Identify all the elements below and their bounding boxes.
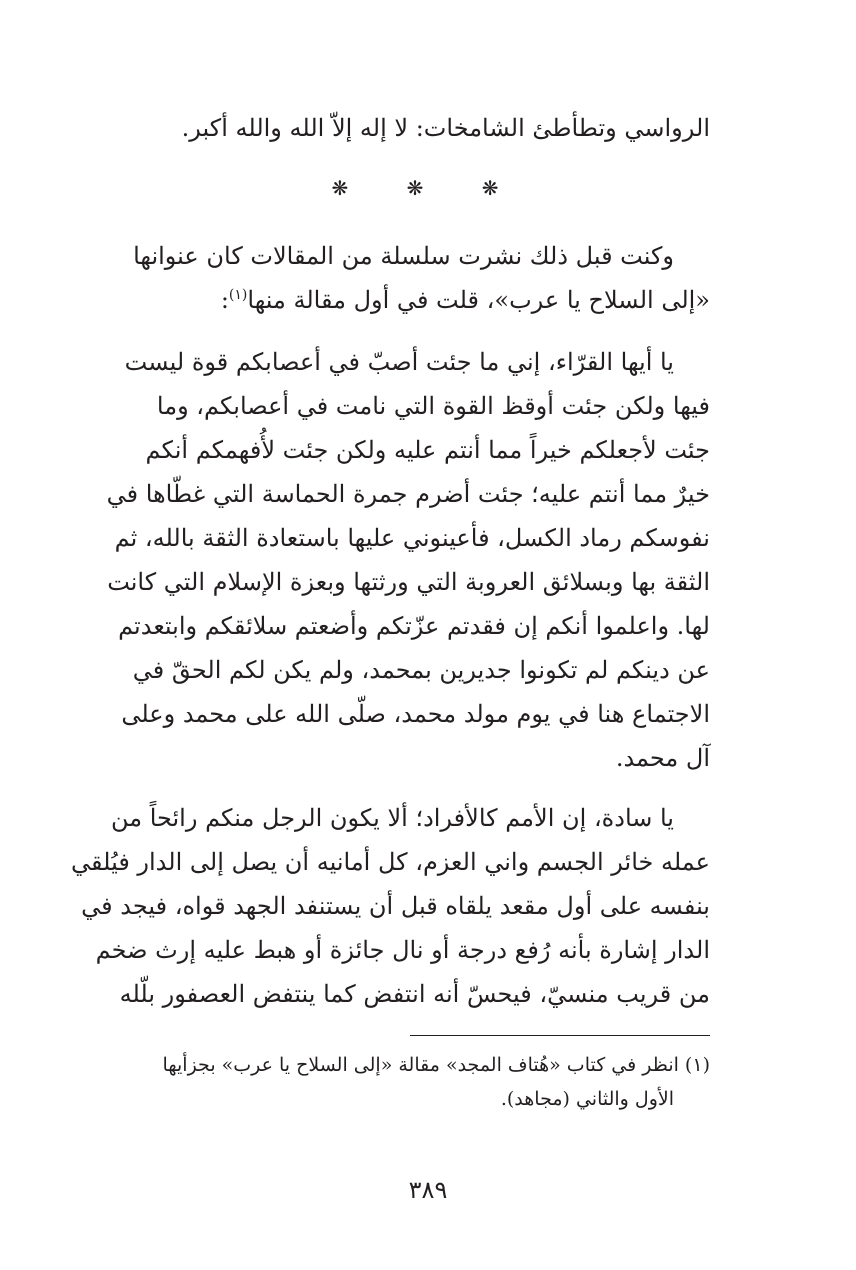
section-separator: ❋ ❋ ❋ bbox=[331, 176, 525, 200]
text-line: خيرٌ مما أنتم عليه؛ جئت أضرم جمرة الحماسة التي غطّاها في bbox=[106, 480, 710, 508]
text-line: من قريب منسيّ، فيحسّ أنه انتفض كما ينتفض العصفور بلّله bbox=[119, 980, 710, 1008]
page-number: ٣٨٩ bbox=[408, 1176, 448, 1204]
text-line: الدار إشارة بأنه رُفع درجة أو نال جائزة أو هبط عليه إرث ضخم bbox=[95, 936, 710, 964]
gentlemen-paragraph bbox=[70, 796, 710, 1016]
text-line: وكنت قبل ذلك نشرت سلسلة من المقالات كان عنوانها bbox=[133, 242, 674, 270]
text-line: فيها ولكن جئت أوقظ القوة التي نامت في أعصابكم، وما bbox=[156, 392, 710, 420]
text-line: الثقة بها وبسلائق العروبة التي ورثتها وبعزة الإسلام التي كانت bbox=[107, 568, 710, 596]
footnote bbox=[112, 1048, 710, 1116]
text-line: جئت لأجعلكم خيراً مما أنتم عليه ولكن جئت لأُفهمكم أنكم bbox=[145, 436, 710, 464]
text-line-content: «إلى السلاح يا عرب»، قلت في أول مقالة منها bbox=[247, 286, 710, 314]
text-line: يا سادة، إن الأمم كالأفراد؛ ألا يكون الرجل منكم رائحاً من bbox=[110, 804, 674, 832]
footnote-reference: (١) bbox=[228, 287, 248, 303]
text-line: الاجتماع هنا في يوم مولد محمد، صلّى الله على محمد وعلى bbox=[121, 700, 710, 728]
footnote-divider bbox=[410, 1035, 710, 1036]
text-line: عن دينكم لم تكونوا جديرين بمحمد، ولم يكن لكم الحقّ في bbox=[132, 656, 710, 684]
text-line: عمله خائر الجسم واني العزم، كل أمانيه أن يصل إلى الدار فيُلقي bbox=[70, 848, 710, 876]
continuation-paragraph bbox=[112, 106, 710, 150]
text-line: الرواسي وتطأطئ الشامخات: لا إله إلاّ الله والله أكبر. bbox=[181, 114, 710, 142]
footnote-line: (١) انظر في كتاب «هُتاف المجد» مقالة «إلى السلاح يا عرب» بجزأيها bbox=[162, 1054, 710, 1076]
text-line: يا أيها القرّاء، إني ما جئت أصبّ في أعصابكم قوة ليست bbox=[124, 348, 674, 376]
text-line-end: : bbox=[220, 286, 229, 314]
text-line bbox=[112, 278, 710, 322]
text-line: لها. واعلموا أنكم إن فقدتم عزّتكم وأضعتم سلائقكم وابتعدتم bbox=[118, 612, 710, 640]
text-line: بنفسه على أول مقعد يلقاه قبل أن يستنفد الجهد قواه، فيجد في bbox=[81, 892, 710, 920]
text-line: آل محمد. bbox=[615, 744, 710, 772]
intro-paragraph bbox=[112, 234, 710, 322]
text-line: نفوسكم رماد الكسل، فأعينوني عليها باستعادة الثقة بالله، ثم bbox=[114, 524, 710, 552]
footnote-line: الأول والثاني (مجاهد). bbox=[500, 1088, 674, 1110]
readers-paragraph bbox=[106, 340, 710, 780]
